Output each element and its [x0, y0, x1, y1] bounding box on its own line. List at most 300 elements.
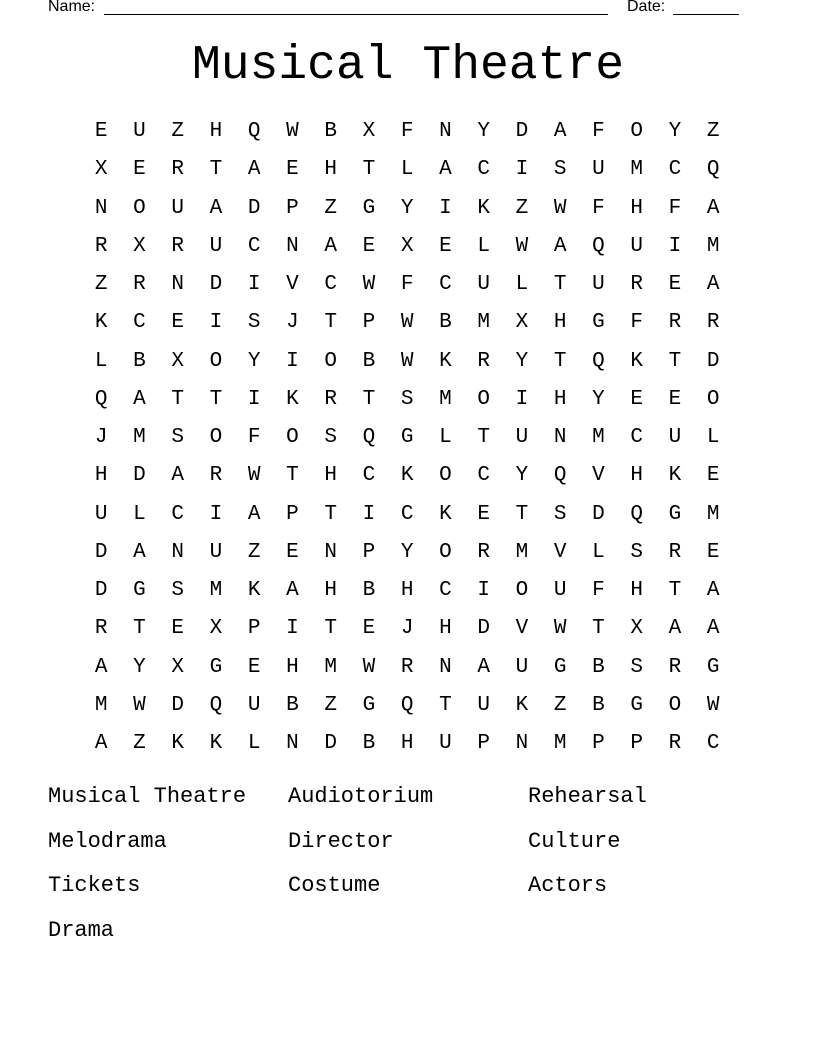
grid-letter: G: [400, 426, 414, 450]
grid-letter: E: [94, 120, 108, 144]
grid-letter: A: [706, 617, 720, 641]
grid-letter: K: [477, 196, 490, 220]
grid-letter: Q: [94, 387, 108, 411]
grid-letter: O: [324, 349, 337, 373]
grid-letter: S: [630, 655, 643, 679]
grid-letter: D: [324, 732, 337, 756]
grid-letter: P: [630, 732, 643, 756]
grid-letter: I: [515, 387, 529, 411]
grid-letter: T: [286, 464, 299, 488]
grid-row: [82, 266, 734, 304]
grid-letter: E: [630, 387, 643, 411]
grid-letter: K: [630, 349, 643, 373]
name-label: Name:: [48, 0, 96, 15]
grid-letter: L: [247, 732, 261, 756]
word-bank-item: Director: [288, 828, 394, 854]
grid-letter: J: [94, 426, 108, 450]
grid-row: [82, 113, 734, 151]
grid-letter: S: [553, 502, 567, 526]
grid-letter: N: [286, 732, 299, 756]
grid-letter: L: [515, 273, 529, 297]
grid-letter: M: [553, 732, 567, 756]
grid-letter: C: [439, 579, 452, 603]
word-bank-item: Costume: [288, 873, 381, 898]
grid-row: [82, 151, 734, 189]
grid-letter: R: [324, 387, 337, 411]
grid-letter: U: [553, 579, 567, 603]
grid-letter: T: [592, 617, 605, 641]
worksheet-header: [0, 0, 816, 20]
grid-letter: A: [553, 234, 567, 258]
grid-letter: K: [94, 311, 108, 335]
grid-letter: D: [247, 196, 261, 220]
word-bank-item: Culture: [528, 828, 621, 854]
grid-letter: X: [171, 349, 184, 373]
grid-letter: X: [209, 617, 223, 641]
grid-letter: O: [630, 120, 643, 144]
grid-letter: H: [94, 464, 108, 488]
grid-letter: N: [553, 426, 567, 450]
grid-letter: Z: [324, 196, 337, 220]
grid-letter: T: [668, 579, 682, 603]
grid-letter: L: [439, 426, 452, 450]
grid-letter: O: [668, 693, 682, 717]
grid-letter: A: [171, 464, 184, 488]
grid-letter: T: [362, 387, 376, 411]
grid-letter: V: [553, 540, 567, 564]
grid-letter: B: [324, 120, 337, 144]
grid-letter: H: [553, 387, 567, 411]
grid-letter: R: [477, 349, 490, 373]
grid-letter: R: [668, 540, 682, 564]
grid-letter: G: [706, 655, 720, 679]
grid-letter: U: [477, 273, 490, 297]
grid-letter: R: [668, 655, 682, 679]
grid-letter: O: [706, 387, 720, 411]
grid-letter: J: [400, 617, 414, 641]
grid-letter: I: [209, 502, 223, 526]
grid-letter: P: [477, 732, 490, 756]
grid-letter: N: [171, 540, 184, 564]
grid-letter: K: [668, 464, 682, 488]
grid-letter: U: [515, 426, 529, 450]
grid-letter: X: [94, 158, 108, 182]
grid-letter: D: [94, 540, 108, 564]
grid-letter: R: [171, 234, 184, 258]
grid-letter: T: [324, 311, 337, 335]
word-bank-item: Audiotorium: [288, 784, 434, 809]
grid-letter: U: [592, 158, 605, 182]
grid-letter: P: [362, 311, 376, 335]
grid-letter: S: [400, 387, 414, 411]
grid-letter: M: [706, 502, 720, 526]
grid-letter: Y: [400, 196, 414, 220]
grid-letter: Y: [515, 464, 529, 488]
grid-letter: T: [515, 502, 529, 526]
grid-letter: R: [400, 655, 414, 679]
grid-letter: F: [668, 196, 682, 220]
grid-letter: H: [324, 464, 337, 488]
grid-letter: A: [439, 158, 452, 182]
grid-letter: C: [133, 311, 146, 335]
grid-row: [82, 419, 734, 457]
grid-letter: D: [94, 579, 108, 603]
grid-letter: F: [592, 120, 605, 144]
grid-letter: E: [668, 273, 682, 297]
date-label: Date:: [627, 0, 666, 15]
grid-letter: H: [630, 579, 643, 603]
grid-letter: U: [668, 426, 682, 450]
grid-row: [82, 687, 734, 725]
grid-letter: V: [515, 617, 529, 641]
grid-letter: G: [133, 579, 146, 603]
grid-row: [82, 228, 734, 266]
grid-letter: C: [362, 464, 376, 488]
grid-letter: I: [515, 158, 529, 182]
grid-letter: F: [247, 426, 261, 450]
grid-letter: B: [362, 732, 376, 756]
grid-letter: A: [133, 540, 146, 564]
word-bank-item: Actors: [528, 873, 608, 898]
grid-letter: M: [592, 426, 605, 450]
grid-row: [82, 343, 734, 381]
grid-letter: E: [706, 464, 720, 488]
grid-letter: A: [706, 196, 720, 220]
grid-letter: H: [630, 464, 643, 488]
grid-letter: T: [209, 387, 223, 411]
grid-letter: V: [592, 464, 605, 488]
grid-letter: I: [209, 311, 223, 335]
grid-letter: O: [209, 426, 223, 450]
grid-letter: W: [553, 617, 567, 641]
grid-letter: U: [209, 234, 223, 258]
grid-letter: Y: [592, 387, 605, 411]
grid-letter: L: [133, 502, 146, 526]
word-bank-item: Tickets: [48, 873, 141, 898]
grid-letter: G: [362, 196, 376, 220]
puzzle-title: Musical Theatre: [191, 39, 625, 93]
grid-letter: E: [706, 540, 720, 564]
grid-letter: N: [439, 655, 452, 679]
grid-letter: U: [515, 655, 529, 679]
grid-letter: K: [171, 732, 184, 756]
grid-letter: R: [94, 617, 108, 641]
grid-letter: I: [247, 387, 261, 411]
grid-letter: W: [286, 120, 299, 144]
grid-letter: Q: [362, 426, 376, 450]
grid-letter: F: [592, 579, 605, 603]
grid-letter: A: [133, 387, 146, 411]
grid-letter: W: [133, 693, 146, 717]
grid-letter: A: [477, 655, 490, 679]
grid-letter: G: [630, 693, 643, 717]
grid-letter: Q: [209, 693, 223, 717]
grid-letter: L: [706, 426, 720, 450]
grid-letter: X: [630, 617, 643, 641]
grid-letter: N: [171, 273, 184, 297]
grid-letter: W: [706, 693, 720, 717]
grid-letter: H: [553, 311, 567, 335]
grid-letter: C: [247, 234, 261, 258]
grid-letter: T: [439, 693, 452, 717]
grid-letter: X: [133, 234, 146, 258]
grid-letter: O: [515, 579, 529, 603]
grid-letter: G: [209, 655, 223, 679]
grid-letter: C: [400, 502, 414, 526]
grid-letter: B: [592, 655, 605, 679]
grid-letter: E: [286, 540, 299, 564]
grid-letter: A: [553, 120, 567, 144]
grid-letter: Y: [515, 349, 529, 373]
grid-letter: G: [553, 655, 567, 679]
grid-letter: T: [477, 426, 490, 450]
grid-letter: Z: [515, 196, 529, 220]
name-blank-line: [104, 14, 608, 15]
grid-letter: Q: [247, 120, 261, 144]
grid-letter: W: [362, 273, 376, 297]
grid-letter: F: [592, 196, 605, 220]
word-bank-item: Melodrama: [48, 828, 167, 854]
grid-row: [82, 649, 734, 687]
grid-row: [82, 572, 734, 610]
grid-letter: J: [286, 311, 299, 335]
grid-letter: M: [133, 426, 146, 450]
grid-letter: L: [477, 234, 490, 258]
grid-letter: M: [515, 540, 529, 564]
grid-letter: L: [400, 158, 414, 182]
grid-letter: M: [439, 387, 452, 411]
grid-letter: Z: [94, 273, 108, 297]
grid-letter: A: [668, 617, 682, 641]
grid-letter: M: [630, 158, 643, 182]
grid-letter: S: [630, 540, 643, 564]
grid-letter: F: [400, 120, 414, 144]
grid-letter: T: [171, 387, 184, 411]
grid-row: [82, 725, 734, 763]
grid-letter: A: [247, 158, 261, 182]
grid-letter: E: [286, 158, 299, 182]
grid-letter: P: [362, 540, 376, 564]
grid-letter: C: [706, 732, 720, 756]
grid-letter: F: [400, 273, 414, 297]
grid-letter: R: [209, 464, 223, 488]
grid-letter: M: [477, 311, 490, 335]
grid-letter: E: [133, 158, 146, 182]
grid-letter: D: [133, 464, 146, 488]
grid-letter: B: [362, 349, 376, 373]
grid-letter: H: [286, 655, 299, 679]
grid-letter: S: [247, 311, 261, 335]
grid-letter: C: [668, 158, 682, 182]
grid-letter: W: [400, 311, 414, 335]
grid-letter: A: [94, 732, 108, 756]
grid-letter: B: [439, 311, 452, 335]
grid-letter: T: [209, 158, 223, 182]
grid-letter: M: [94, 693, 108, 717]
grid-letter: R: [668, 311, 682, 335]
grid-letter: P: [286, 196, 299, 220]
grid-letter: Z: [247, 540, 261, 564]
grid-letter: I: [247, 273, 261, 297]
grid-letter: K: [515, 693, 529, 717]
grid-letter: A: [706, 579, 720, 603]
grid-letter: T: [553, 273, 567, 297]
grid-letter: C: [630, 426, 643, 450]
grid-letter: U: [94, 502, 108, 526]
grid-letter: S: [324, 426, 337, 450]
grid-letter: O: [439, 464, 452, 488]
grid-row: [82, 534, 734, 572]
word-bank-item: Musical Theatre: [48, 784, 247, 809]
grid-letter: D: [171, 693, 184, 717]
grid-row: [82, 381, 734, 419]
grid-letter: S: [171, 426, 184, 450]
grid-letter: H: [400, 579, 414, 603]
grid-letter: Q: [400, 693, 414, 717]
grid-letter: K: [247, 579, 261, 603]
grid-letter: K: [400, 464, 414, 488]
grid-letter: Y: [133, 655, 146, 679]
grid-letter: Z: [553, 693, 567, 717]
grid-letter: C: [171, 502, 184, 526]
grid-letter: T: [362, 158, 376, 182]
grid-letter: K: [286, 387, 299, 411]
grid-letter: R: [133, 273, 146, 297]
grid-letter: U: [630, 234, 643, 258]
grid-letter: I: [362, 502, 376, 526]
grid-row: [82, 190, 734, 228]
grid-letter: B: [286, 693, 299, 717]
grid-letter: T: [324, 617, 337, 641]
letter-grid: [82, 113, 734, 763]
grid-letter: U: [592, 273, 605, 297]
grid-letter: A: [324, 234, 337, 258]
grid-letter: H: [324, 579, 337, 603]
grid-letter: U: [477, 693, 490, 717]
grid-letter: C: [477, 464, 490, 488]
grid-letter: Y: [477, 120, 490, 144]
grid-letter: Z: [171, 120, 184, 144]
word-bank-item: Rehearsal: [528, 784, 647, 809]
grid-letter: O: [286, 426, 299, 450]
date-blank-line: [673, 14, 739, 15]
grid-letter: Q: [553, 464, 567, 488]
grid-letter: W: [553, 196, 567, 220]
grid-letter: G: [668, 502, 682, 526]
grid-letter: E: [171, 311, 184, 335]
grid-letter: T: [668, 349, 682, 373]
grid-letter: S: [171, 579, 184, 603]
grid-letter: G: [592, 311, 605, 335]
grid-letter: A: [286, 579, 299, 603]
grid-letter: C: [439, 273, 452, 297]
grid-letter: W: [362, 655, 376, 679]
grid-letter: U: [439, 732, 452, 756]
grid-letter: X: [171, 655, 184, 679]
grid-letter: Z: [706, 120, 720, 144]
grid-row: [82, 304, 734, 342]
grid-letter: O: [439, 540, 452, 564]
grid-letter: R: [171, 158, 184, 182]
grid-letter: N: [94, 196, 108, 220]
grid-letter: N: [286, 234, 299, 258]
grid-letter: C: [477, 158, 490, 182]
grid-letter: E: [668, 387, 682, 411]
grid-letter: I: [286, 349, 299, 373]
grid-letter: X: [400, 234, 414, 258]
grid-letter: P: [592, 732, 605, 756]
grid-letter: H: [209, 120, 223, 144]
grid-letter: K: [439, 502, 452, 526]
grid-letter: F: [630, 311, 643, 335]
grid-letter: I: [439, 196, 452, 220]
grid-letter: A: [706, 273, 720, 297]
grid-letter: B: [362, 579, 376, 603]
grid-letter: E: [171, 617, 184, 641]
grid-letter: Y: [247, 349, 261, 373]
grid-letter: R: [668, 732, 682, 756]
grid-letter: O: [209, 349, 223, 373]
grid-letter: W: [400, 349, 414, 373]
grid-letter: E: [362, 617, 376, 641]
grid-letter: Z: [324, 693, 337, 717]
grid-letter: X: [362, 120, 376, 144]
grid-letter: I: [668, 234, 682, 258]
grid-letter: U: [247, 693, 261, 717]
grid-letter: S: [553, 158, 567, 182]
grid-letter: A: [247, 502, 261, 526]
grid-letter: U: [209, 540, 223, 564]
grid-letter: D: [477, 617, 490, 641]
grid-letter: N: [324, 540, 337, 564]
grid-letter: G: [362, 693, 376, 717]
grid-row: [82, 457, 734, 495]
grid-letter: D: [209, 273, 223, 297]
grid-letter: H: [324, 158, 337, 182]
grid-letter: X: [515, 311, 529, 335]
grid-letter: N: [515, 732, 529, 756]
grid-letter: A: [94, 655, 108, 679]
grid-letter: Q: [592, 234, 605, 258]
grid-letter: R: [477, 540, 490, 564]
grid-letter: E: [247, 655, 261, 679]
grid-letter: M: [324, 655, 337, 679]
grid-letter: B: [592, 693, 605, 717]
grid-letter: Q: [630, 502, 643, 526]
grid-letter: R: [630, 273, 643, 297]
grid-letter: T: [553, 349, 567, 373]
grid-letter: N: [439, 120, 452, 144]
grid-row: [82, 496, 734, 534]
grid-letter: E: [477, 502, 490, 526]
grid-letter: I: [286, 617, 299, 641]
grid-letter: Z: [133, 732, 146, 756]
grid-letter: O: [477, 387, 490, 411]
grid-row: [82, 610, 734, 648]
grid-letter: P: [286, 502, 299, 526]
grid-letter: Y: [668, 120, 682, 144]
grid-letter: D: [592, 502, 605, 526]
word-bank: [48, 782, 768, 960]
grid-letter: P: [247, 617, 261, 641]
grid-letter: L: [592, 540, 605, 564]
grid-letter: I: [477, 579, 490, 603]
grid-letter: E: [439, 234, 452, 258]
grid-letter: D: [515, 120, 529, 144]
grid-letter: E: [362, 234, 376, 258]
grid-letter: H: [630, 196, 643, 220]
grid-letter: L: [94, 349, 108, 373]
